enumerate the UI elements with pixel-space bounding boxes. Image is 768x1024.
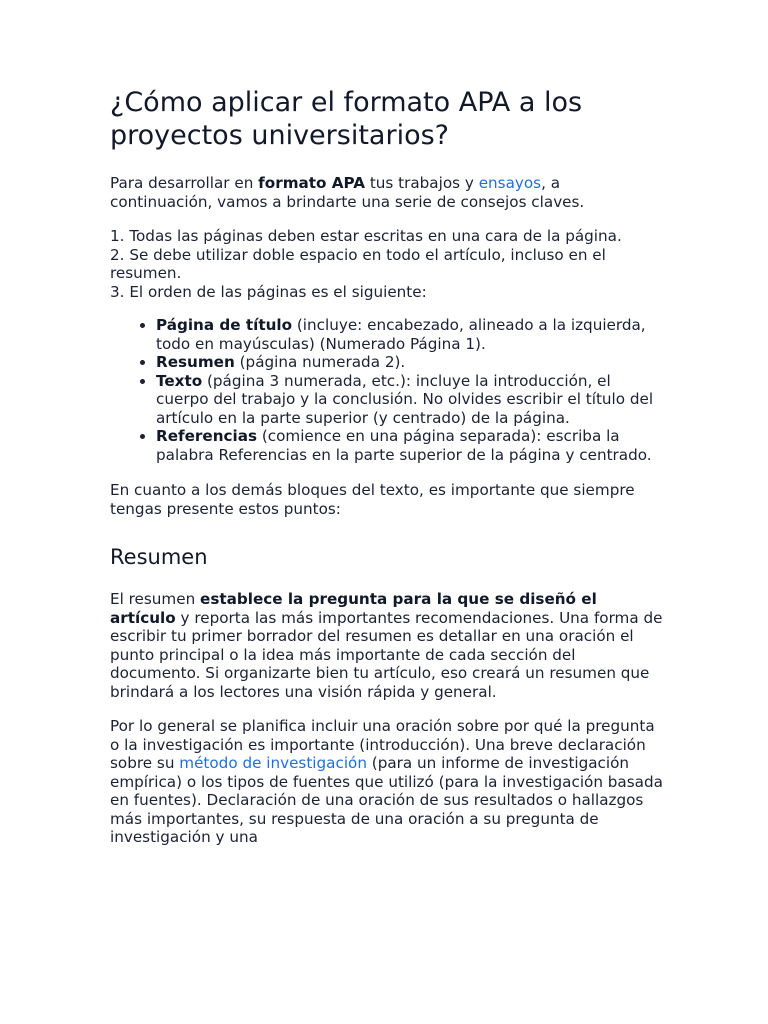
step-item: 2. Se debe utilizar doble espacio en todo el artículo, incluso en el resumen. xyxy=(110,245,606,282)
steps-list xyxy=(110,227,666,301)
paragraph-text: Por lo general se planifica incluir una oración sobre por qué la pregunta o la investigación es importante (introducción). Una breve declaración sobre su xyxy=(110,717,655,772)
intro-text: Para desarrollar en xyxy=(110,174,259,192)
list-item xyxy=(156,353,666,372)
list-item xyxy=(156,372,666,428)
page-order-list xyxy=(110,316,666,464)
paragraph-text: (para un informe de investigación empírica) o los tipos de fuentes que utilizó (para la investigación basada en fuentes). Declaración de una oración de sus resultados o hallazgos más importantes, su respuesta de una oración a su pregunta de investigación y una xyxy=(110,754,663,846)
list-item-title: Resumen xyxy=(156,353,235,371)
closing-paragraph: En cuanto a los demás bloques del texto, es importante que siempre tengas presente estos puntos: xyxy=(110,481,635,518)
list-item-text: (incluye: encabezado, alineado a la izquierda, todo en mayúsculas) (Numerado Página 1). xyxy=(156,316,646,353)
resumen-paragraph-2 xyxy=(110,717,666,847)
list-item xyxy=(156,427,666,464)
article-title: ¿Cómo aplicar el formato APA a los proyectos universitarios? xyxy=(110,87,583,151)
paragraph-bold: establece la pregunta para la que se diseñó el artículo xyxy=(110,590,597,627)
list-item-title: Texto xyxy=(156,371,203,390)
list-item-text: (página 3 numerada, etc.): incluye la introducción, el cuerpo del trabajo y la conclusión. No olvides escribir el título del artículo en la parte superior (y centrado) de la página. xyxy=(156,371,654,427)
step-item: 3. El orden de las páginas es el siguiente: xyxy=(110,282,427,301)
list-item-title: Referencias xyxy=(156,427,258,445)
paragraph-text: El resumen xyxy=(110,590,201,608)
intro-text: , a continuación, vamos a brindarte una serie de consejos claves. xyxy=(110,174,585,211)
ensayos-link[interactable]: ensayos xyxy=(478,174,542,192)
intro-paragraph xyxy=(110,174,666,211)
intro-text: tus trabajos y xyxy=(365,174,479,192)
section-heading-resumen: Resumen xyxy=(110,545,208,569)
paragraph-text: y reporta las más importantes recomendaciones. Una forma de escribir tu primer borrador del resumen es detallar en una oración el punto principal o la idea más importante de cada sección del documento. Si organizarte bien tu artículo, eso creará un resumen que brindará a los lectores una visión rápida y general. xyxy=(110,608,663,701)
list-item-text: (comience en una página separada): escriba la palabra Referencias en la parte superior de la página y centrado. xyxy=(156,427,652,464)
resumen-paragraph-1 xyxy=(110,590,666,701)
metodo-investigacion-link[interactable]: método de investigación xyxy=(179,754,367,772)
article-page xyxy=(110,86,666,863)
step-item: 1. Todas las páginas deben estar escritas en una cara de la página. xyxy=(110,227,622,245)
list-item-title: Página de título xyxy=(156,316,293,334)
list-item-text: (página numerada 2). xyxy=(234,353,406,371)
list-item xyxy=(156,316,666,353)
intro-bold-apa: formato APA xyxy=(258,174,366,192)
